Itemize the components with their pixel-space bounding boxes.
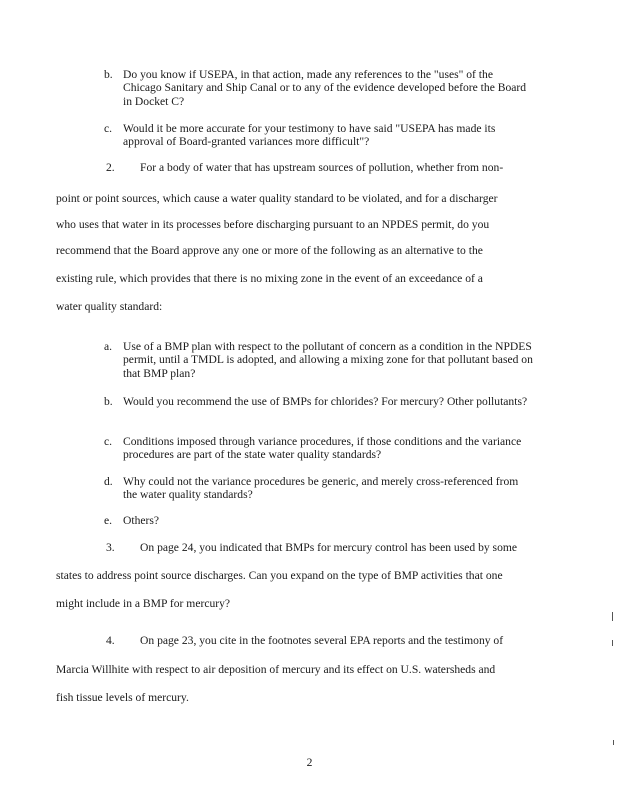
- question-4-line-2: Marcia Willhite with respect to air deposition of mercury and its effect on U.S. watersheds and: [56, 663, 496, 676]
- q2-sub-item-a: [104, 340, 534, 380]
- q1-sub-item-c-label: c.: [104, 122, 113, 135]
- page-number: 2: [306, 756, 313, 769]
- question-3-line-1: On page 24, you indicated that BMPs for mercury control has been used by some: [140, 541, 518, 554]
- question-3-line-3: might include in a BMP for mercury?: [56, 597, 231, 610]
- question-2-line-4: recommend that the Board approve any one or more of the following as an alternative to the: [56, 244, 483, 257]
- q2-sub-item-c-text: Conditions imposed through variance procedures, if those conditions and the variance procedures are part of the state water quality standards?: [123, 435, 522, 462]
- question-2-number: 2.: [106, 161, 115, 174]
- scan-mark: [612, 612, 613, 621]
- q2-sub-item-c-label: c.: [104, 435, 113, 448]
- q1-sub-item-c: [104, 122, 534, 149]
- q1-sub-item-b: [104, 68, 534, 108]
- q2-sub-item-e-text: Others?: [123, 514, 160, 527]
- q2-sub-item-d-label: d.: [104, 475, 113, 488]
- q1-sub-item-b-label: b.: [104, 68, 113, 81]
- q2-sub-item-a-text: Use of a BMP plan with respect to the pollutant of concern as a condition in the NPDES permit, until a TMDL is adopted, and allowing a mixing zone for that pollutant based on that BMP plan?: [123, 340, 533, 380]
- q2-sub-item-d: [104, 475, 534, 502]
- question-3-line-2: states to address point source discharges. Can you expand on the type of BMP activities that one: [56, 569, 503, 582]
- q1-sub-item-c-text: Would it be more accurate for your testimony to have said "USEPA has made its approval of Board-granted variances more difficult"?: [123, 122, 496, 149]
- q2-sub-item-c: [104, 435, 534, 462]
- question-4-line-1: On page 23, you cite in the footnotes several EPA reports and the testimony of: [140, 634, 504, 647]
- question-3-number: 3.: [106, 541, 115, 554]
- scan-mark: [612, 640, 613, 646]
- question-2-line-5: existing rule, which provides that there is no mixing zone in the event of an exceedance of a: [56, 272, 483, 285]
- question-4-line-3: fish tissue levels of mercury.: [56, 691, 189, 704]
- q2-sub-item-b: [104, 395, 534, 408]
- question-2-line-1: For a body of water that has upstream sources of pollution, whether from non-: [140, 161, 504, 174]
- q2-sub-item-a-label: a.: [104, 340, 113, 353]
- q2-sub-item-b-label: b.: [104, 395, 113, 408]
- q1-sub-item-b-text: Do you know if USEPA, in that action, made any references to the "uses" of the Chicago Sanitary and Ship Canal or to any of the evidence developed before the Board in Docket C?: [123, 68, 527, 108]
- scan-mark: [613, 740, 614, 745]
- question-4-number: 4.: [106, 634, 115, 647]
- q2-sub-item-b-text: Would you recommend the use of BMPs for chlorides? For mercury? Other pollutants?: [123, 395, 528, 408]
- q2-sub-item-e: [104, 514, 534, 527]
- q2-sub-item-d-text: Why could not the variance procedures be generic, and merely cross-referenced from the water quality standards?: [123, 475, 519, 502]
- question-2-line-6: water quality standard:: [56, 300, 163, 313]
- question-2-line-2: point or point sources, which cause a water quality standard to be violated, and for a discharger: [56, 192, 498, 205]
- question-2-line-3: who uses that water in its processes before discharging pursuant to an NPDES permit, do you: [56, 218, 490, 231]
- q2-sub-item-e-label: e.: [104, 514, 113, 527]
